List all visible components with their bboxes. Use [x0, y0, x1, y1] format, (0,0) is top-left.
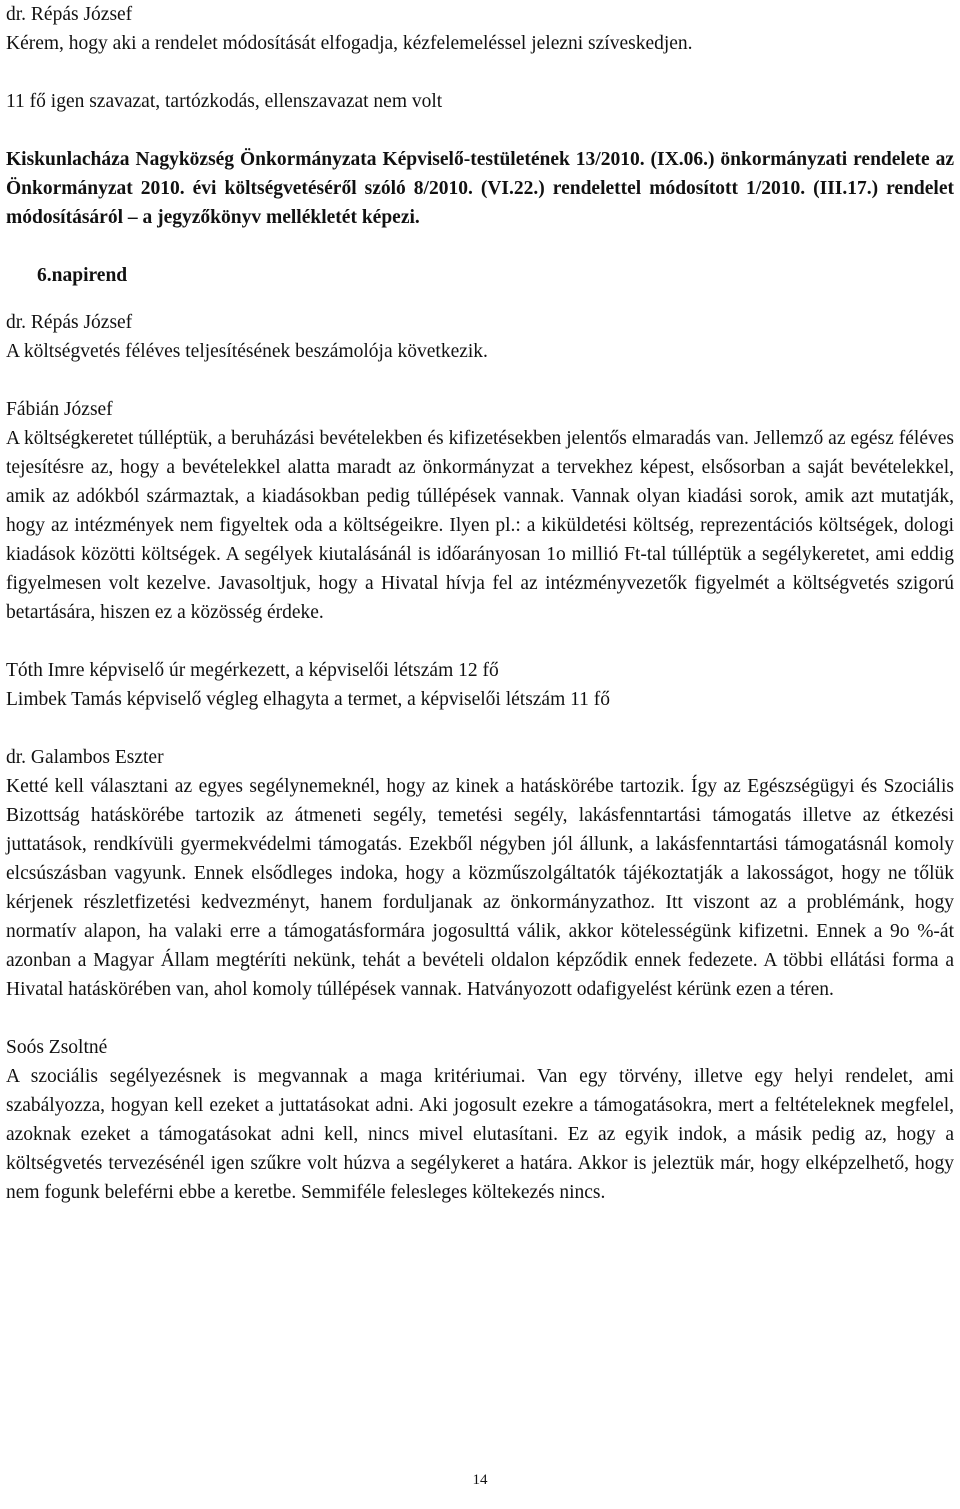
- attendance-notice: Tóth Imre képviselő úr megérkezett, a képviselői létszám 12 fő: [6, 660, 499, 681]
- speaker-name: Fábián József: [6, 399, 113, 420]
- attendance-notice: Limbek Tamás képviselő végleg elhagyta a termet, a képviselői létszám 11 fő: [6, 689, 611, 710]
- speaker-name: dr. Répás József: [6, 312, 133, 333]
- speech-text: A költségvetés féléves teljesítésének beszámolója következik.: [6, 341, 488, 362]
- page-number: 14: [472, 1472, 488, 1488]
- speaker-name: dr. Galambos Eszter: [6, 747, 164, 768]
- speaker-name: Soós Zsoltné: [6, 1037, 108, 1058]
- speech-text: A költségkeretet túlléptük, a beruházási bevételekben és kifizetésekben jelentős elmaradás van. Jellemző az egész féléves tejesítésre az, hogy a bevételekkel alatta maradt az önkormányzat a tervekhez képest, elsősorban a saját bevételekkel, amik az adókból származtak, a kiadásokban pedig túllépések vannak. Vannak olyan kiadási sorok, amik azt mutatják, hogy az intézmények nem figyeltek oda a költségeikre. Ilyen pl.: a kiküldetési költség, reprezentációs költségek, dologi kiadások közötti költségek. A segélyek kiutalásánál is időarányosan 1o millió Ft-tal túlléptük a segélykeretet, ami eddig figyelmesen volt kezelve. Javasoltjuk, hogy a Hivatal hívja fel az intézményvezetők figyelmét a költségvetés szigorú betartására, hiszen ez a közösség érdeke.: [6, 428, 954, 623]
- vote-result: 11 fő igen szavazat, tartózkodás, ellenszavazat nem volt: [6, 91, 443, 112]
- speech-text: A szociális segélyezésnek is megvannak a maga kritériumai. Van egy törvény, illetve egy helyi rendelet, ami szabályozza, hogyan kell ezeket a juttatásokat adni. Aki jogosult ezekre a támogatásokra, mert a feltételeknek megfelel, azoknak ezeket a támogatásokat adni kell, nincs mivel elutasítani. Ez az egyik indok, a másik pedig az, hogy a költségvetés tervezésénél igen szűkre volt húzva a segélykeret a határa. Akkor is jeleztük már, hogy elképzelhető, hogy nem fogunk beleférni ebbe a keretbe. Semmiféle felesleges költekezés nincs.: [6, 1066, 954, 1203]
- document-page: [6, 0, 954, 1207]
- speech-text: Kérem, hogy aki a rendelet módosítását elfogadja, kézfelemeléssel jelezni szíveskedjen.: [6, 33, 693, 54]
- speech-text: Ketté kell választani az egyes segélynemeknél, hogy az kinek a hatáskörébe tartozik. Így az Egészségügyi és Szociális Bizottság hatáskörébe tartozik az átmeneti segély, temetési segély, lakásfenntartási támogatás illetve az étkezési juttatások, rendkívüli gyermekvédelmi támogatás. Ezekből négyben jól állunk, a lakásfenntartási támogatásnál komoly elcsúszásban vagyunk. Ennek elsődleges indoka, hogy a közműszolgáltatók tájékoztatják a lakosságot, hogy ne tőlük kérjenek részletfizetési kedvezményt, hanem forduljanak az önkormányzathoz. Itt viszont az a problémánk, hogy normatív alapon, ha valaki erre a támogatásformára jogosulttá válik, akkor kötelességünk kifizetni. Ennek a 9o %-át azonban a Magyar Állam megtéríti nekünk, tehát a bevételi oldalon képződik ennek fedezete. A többi ellátási forma a Hivatal hatáskörében van, ahol komoly túllépések vannak. Hatványozott odafigyelést kérünk ezen a téren.: [6, 776, 954, 1000]
- resolution-text: Kiskunlacháza Nagyközség Önkormányzata Képviselő-testületének 13/2010. (IX.06.) önkormányzati rendelete az Önkormányzat 2010. évi költségvetéséről szóló 8/2010. (VI.22.) rendelettel módosított 1/2010. (III.17.) rendelet módosításáról – a jegyzőkönyv mellékletét képezi.: [6, 149, 954, 228]
- speaker-name: dr. Répás József: [6, 4, 133, 25]
- agenda-heading: 6.napirend: [37, 265, 128, 286]
